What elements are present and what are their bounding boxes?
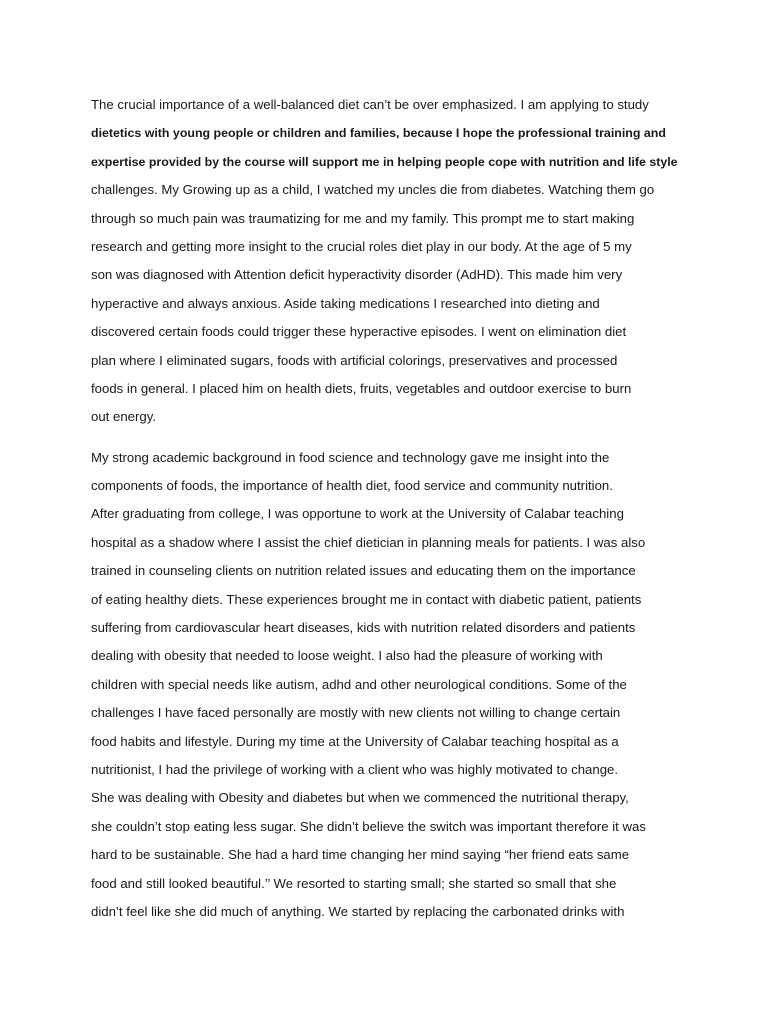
text-line: trained in counseling clients on nutrition related issues and educating them on the importance (91, 563, 636, 579)
text-line: dealing with obesity that needed to loose weight. I also had the pleasure of working with (91, 648, 603, 664)
text-line: challenges. My Growing up as a child, I watched my uncles die from diabetes. Watching them go (91, 182, 655, 198)
text-line: nutritionist, I had the privilege of working with a client who was highly motivated to change. (91, 761, 619, 777)
text-line: hard to be sustainable. She had a hard time changing her mind saying “her friend eats same (91, 847, 630, 863)
text-line: challenges I have faced personally are mostly with new clients not willing to change certain (91, 705, 621, 721)
text-line: foods in general. I placed him on health diets, fruits, vegetables and outdoor exercise to burn (91, 380, 632, 396)
text-line: of eating healthy diets. These experiences brought me in contact with diabetic patient, patients (91, 591, 642, 607)
text-line: hyperactive and always anxious. Aside taking medications I researched into dieting and (91, 295, 600, 311)
text-line: hospital as a shadow where I assist the chief dietician in planning meals for patients. I was also (91, 534, 646, 550)
text-line: food and still looked beautiful.’’ We resorted to starting small; she started so small that she (91, 875, 617, 891)
text-line: dietetics with young people or children and families, because I hope the professional training and (91, 126, 666, 141)
text-line: children with special needs like autism, adhd and other neurological conditions. Some of the (91, 676, 627, 692)
text-line: discovered certain foods could trigger these hyperactive episodes. I went on elimination diet (91, 324, 627, 340)
text-line: research and getting more insight to the crucial roles diet play in our body. At the age of 5 my (91, 238, 632, 254)
text-line: The crucial importance of a well-balanced diet can’t be over emphasized. I am applying to study (91, 97, 649, 112)
text-line: out energy. (91, 409, 157, 425)
document-body (91, 91, 681, 926)
text-line: through so much pain was traumatizing for me and my family. This prompt me to start making (91, 210, 635, 226)
text-line: expertise provided by the course will support me in helping people cope with nutrition and life style (91, 154, 678, 169)
text-line: My strong academic background in food science and technology gave me insight into the (91, 449, 610, 465)
text-line: son was diagnosed with Attention deficit hyperactivity disorder (AdHD). This made him very (91, 267, 623, 283)
text-line: suffering from cardiovascular heart diseases, kids with nutrition related disorders and patients (91, 620, 636, 636)
text-line: plan where I eliminated sugars, foods with artificial colorings, preservatives and processed (91, 352, 618, 368)
paragraph-1 (91, 91, 681, 432)
text-line: components of foods, the importance of health diet, food service and community nutrition. (91, 478, 613, 494)
paragraph-2 (91, 444, 681, 927)
text-line: she couldn’t stop eating less sugar. She didn’t believe the switch was important therefore it was (91, 818, 646, 834)
text-line: She was dealing with Obesity and diabetes but when we commenced the nutritional therapy, (91, 790, 629, 806)
text-line: food habits and lifestyle. During my time at the University of Calabar teaching hospital as a (91, 733, 619, 749)
text-line: didn’t feel like she did much of anything. We started by replacing the carbonated drinks with (91, 903, 625, 919)
text-line: After graduating from college, I was opportune to work at the University of Calabar teaching (91, 506, 624, 522)
